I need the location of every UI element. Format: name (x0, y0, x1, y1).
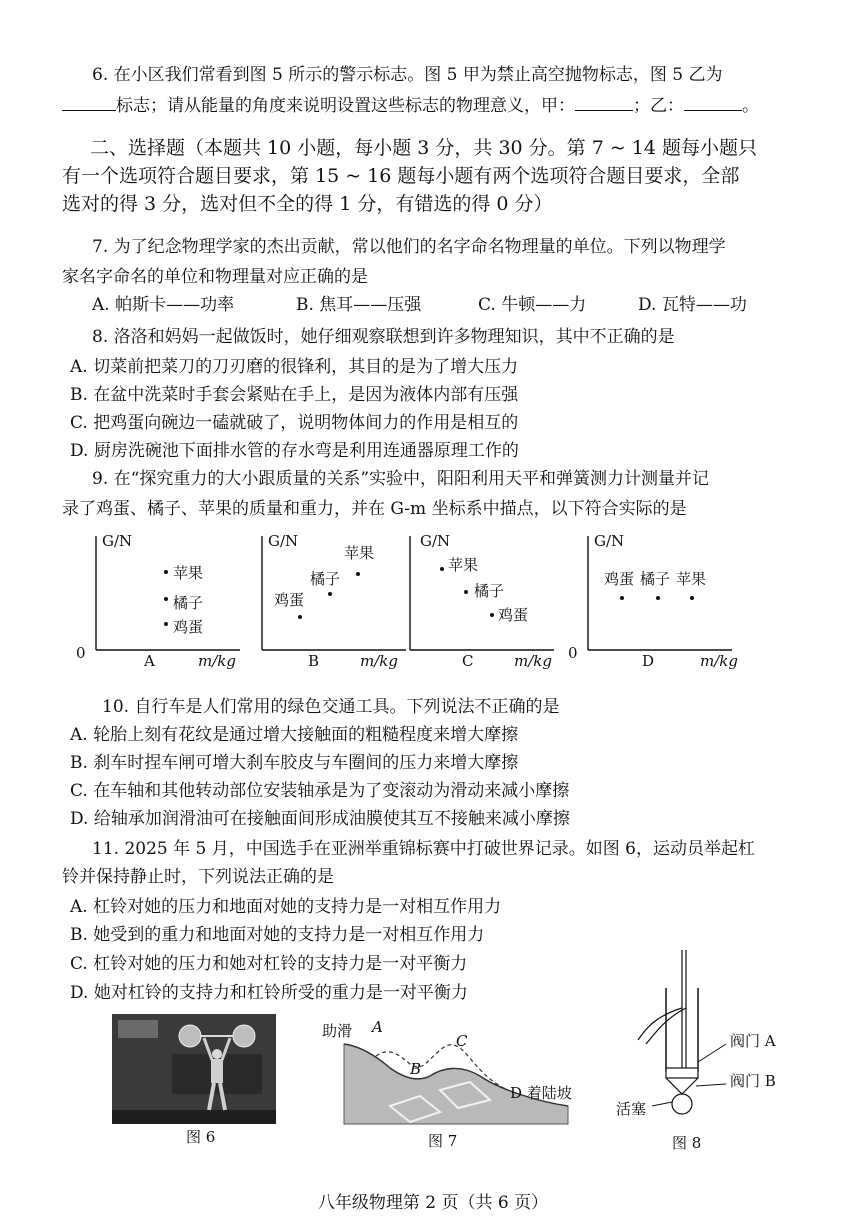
graph-b-point-apple (356, 572, 360, 576)
graph-a-xlabel: m/kg (198, 652, 236, 670)
graph-b[interactable] (238, 526, 418, 676)
q8-option-c[interactable]: C. 把鸡蛋向碗边一磕就破了，说明物体间力的作用是相互的 (70, 413, 519, 433)
graph-a[interactable] (72, 526, 252, 676)
graph-b-label-orange: 橘子 (310, 570, 341, 588)
q8-option-b[interactable]: B. 在盆中洗菜时手套会紧贴在手上，是因为液体内部有压强 (70, 385, 519, 405)
q6-blank-jia[interactable] (575, 94, 633, 111)
figure-6-photo (112, 1014, 276, 1124)
figure-6-caption: 图 6 (186, 1128, 216, 1146)
q9-line1: 9. 在“探究重力的大小跟质量的关系”实验中，阳阳利用天平和弹簧测力计测量并记 (92, 469, 710, 489)
q6-line2-mid: 标志；请从能量的角度来说明设置这些标志的物理意义，甲： (116, 96, 575, 116)
graph-c-label-apple: 苹果 (448, 556, 479, 574)
graph-a-letter: A (144, 652, 155, 670)
graph-a-point-orange (164, 597, 168, 601)
graph-a-origin: 0 (76, 644, 86, 662)
q9-line2: 录了鸡蛋、橘子、苹果的质量和重力，并在 G-m 坐标系中描点，以下符合实际的是 (62, 499, 687, 519)
q6-blank-yi[interactable] (62, 94, 116, 111)
graph-b-point-orange (328, 592, 332, 596)
q11-option-d[interactable]: D. 她对杠铃的支持力和杠铃所受的重力是一对平衡力 (70, 983, 468, 1003)
q7-line1: 7. 为了纪念物理学家的杰出贡献，常以他们的名字命名物理量的单位。下列以物理学 (92, 237, 726, 257)
figure-8-caption: 图 8 (672, 1134, 702, 1152)
graph-d-origin: 0 (568, 644, 578, 662)
q10-option-a[interactable]: A. 轮胎上刻有花纹是通过增大接触面的粗糙程度来增大摩擦 (70, 725, 519, 745)
q11-option-b[interactable]: B. 她受到的重力和地面对她的支持力是一对相互作用力 (70, 925, 485, 945)
figure-7-ski-jump (322, 1016, 580, 1126)
graph-a-label-egg: 鸡蛋 (173, 618, 204, 636)
graph-c-label-egg: 鸡蛋 (498, 606, 529, 624)
graph-d-label-orange: 橘子 (640, 570, 671, 588)
figure-8-label-valve-a: 阀门 A (730, 1032, 776, 1050)
page-footer: 八年级物理第 2 页（共 6 页） (317, 1193, 549, 1213)
q8-option-d[interactable]: D. 厨房洗碗池下面排水管的存水弯是利用连通器原理工作的 (70, 441, 519, 461)
q8-stem: 8. 洛洛和妈妈一起做饭时，她仔细观察联想到许多物理知识，其中不正确的是 (92, 327, 675, 347)
q10-stem: 10. 自行车是人们常用的绿色交通工具。下列说法不正确的是 (102, 697, 560, 717)
q6-line2 (62, 94, 759, 117)
figure-7-label-b: B (410, 1060, 422, 1078)
graph-d-label-egg: 鸡蛋 (604, 570, 635, 588)
q11-line1: 11. 2025 年 5 月，中国选手在亚洲举重锦标赛中打破世界记录。如图 6，运动员举起杠 (92, 839, 755, 859)
q7-option-c[interactable]: C. 牛顿——力 (478, 295, 587, 315)
graph-b-label-apple: 苹果 (344, 544, 375, 562)
graph-c-letter: C (462, 652, 474, 670)
graph-b-letter: B (308, 652, 320, 670)
graph-d-point-apple (690, 596, 694, 600)
section2-line1: 二、选择题（本题共 10 小题，每小题 3 分，共 30 分。第 7 ~ 14 题每小题只 (90, 137, 758, 159)
graph-c-point-orange (464, 590, 468, 594)
q7-options (92, 294, 747, 316)
q6-line2-sep: ；乙： (633, 96, 684, 116)
graph-a-point-egg (164, 622, 168, 626)
q7-option-a[interactable]: A. 帕斯卡——功率 (92, 295, 235, 315)
graph-c-point-egg (490, 613, 494, 617)
graph-c[interactable] (400, 526, 580, 676)
q6-line1: 6. 在小区我们常看到图 5 所示的警示标志。图 5 甲为禁止高空抛物标志，图 5 乙为 (92, 65, 723, 85)
graph-c-ylabel: G/N (420, 532, 451, 550)
graph-c-point-apple (440, 567, 444, 571)
graph-c-label-orange: 橘子 (474, 582, 505, 600)
graph-d-point-egg (620, 596, 624, 600)
graph-a-ylabel: G/N (102, 532, 133, 550)
figure-8-syringe (616, 948, 796, 1128)
figure-7-caption: 图 7 (428, 1132, 458, 1150)
figure-8-label-piston: 活塞 (616, 1100, 647, 1118)
graph-b-xlabel: m/kg (360, 652, 398, 670)
section2-line2: 有一个选项符合题目要求，第 15 ~ 16 题每小题有两个选项符合题目要求，全部 (62, 165, 740, 187)
figure-7-label-d: D 着陆坡 (510, 1084, 572, 1102)
q10-option-b[interactable]: B. 刹车时捏车闸可增大刹车胶皮与车圈间的压力来增大摩擦 (70, 753, 519, 773)
q11-line2: 铃并保持静止时，下列说法正确的是 (62, 867, 334, 887)
graph-a-label-apple: 苹果 (173, 564, 204, 582)
q8-option-a[interactable]: A. 切菜前把菜刀的刀刃磨的很锋利，其目的是为了增大压力 (70, 357, 519, 377)
graph-d-point-orange (656, 596, 660, 600)
graph-a-point-apple (164, 570, 168, 574)
graph-a-label-orange: 橘子 (173, 594, 204, 612)
figure-7-label-a: A (372, 1018, 383, 1036)
graph-b-point-egg (298, 615, 302, 619)
q11-option-a[interactable]: A. 杠铃对她的压力和地面对她的支持力是一对相互作用力 (70, 897, 502, 917)
graph-d[interactable] (566, 526, 766, 676)
graph-d-letter: D (642, 652, 655, 670)
graph-b-label-egg: 鸡蛋 (274, 591, 305, 609)
graph-d-label-apple: 苹果 (676, 570, 707, 588)
figure-7-label-c: C (456, 1032, 468, 1050)
figure-7-label-zhuhua: 助滑 (322, 1022, 353, 1040)
q6-blank-yi2[interactable] (684, 94, 742, 111)
q10-option-d[interactable]: D. 给轴承加润滑油可在接触面间形成油膜使其互不接触来减小摩擦 (70, 809, 570, 829)
q7-option-b[interactable]: B. 焦耳——压强 (296, 295, 422, 315)
section2-line3: 选对的得 3 分，选对但不全的得 1 分，有错选的得 0 分） (62, 193, 553, 215)
q7-line2: 家名字命名的单位和物理量对应正确的是 (62, 267, 368, 287)
graph-b-ylabel: G/N (268, 532, 299, 550)
q7-option-d[interactable]: D. 瓦特——功 (638, 295, 747, 315)
figure-8-label-valve-b: 阀门 B (730, 1072, 776, 1090)
graph-d-xlabel: m/kg (700, 652, 738, 670)
graph-d-ylabel: G/N (594, 532, 625, 550)
q10-option-c[interactable]: C. 在车轴和其他转动部位安装轴承是为了变滚动为滑动来减小摩擦 (70, 781, 570, 801)
graph-c-xlabel: m/kg (514, 652, 552, 670)
q11-option-c[interactable]: C. 杠铃对她的压力和她对杠铃的支持力是一对平衡力 (70, 954, 468, 974)
q6-line2-end: 。 (742, 96, 759, 116)
